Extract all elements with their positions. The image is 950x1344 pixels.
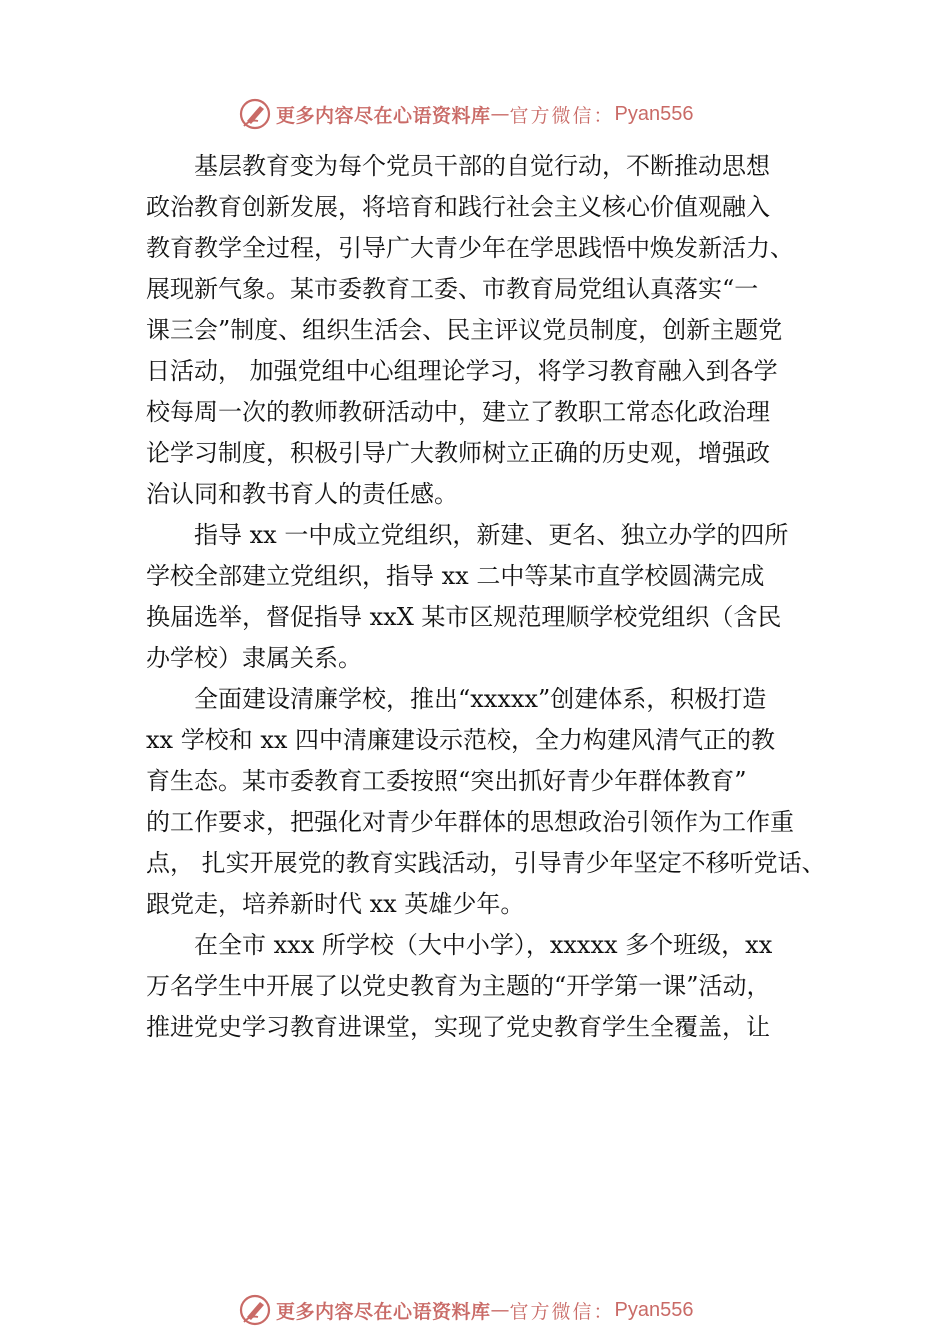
- text-line: 推进党史学习教育进课堂，实现了党史教育学生全覆盖，让: [146, 1013, 770, 1041]
- text-line: 治认同和教书育人的责任感。: [146, 480, 458, 508]
- text-line: 教育教学全过程，引导广大青少年在学思践悟中焕发新活力、: [146, 234, 794, 262]
- header-banner: [0, 94, 950, 134]
- text-line: 万名学生中开展了以党史教育为主题的“开学第一课”活动，: [146, 972, 771, 1000]
- brand-logo-icon: [238, 97, 272, 131]
- document-body: [146, 146, 826, 1048]
- text-line: 日活动， 加强党组中心组理论学习，将学习教育融入到各学: [146, 357, 778, 385]
- banner-separator: —: [490, 1299, 510, 1321]
- text-line: 展现新气象。某市委教育工委、市教育局党组认真落实“一: [146, 275, 759, 303]
- brand-logo-icon: [238, 1293, 272, 1327]
- banner-main-text: 更多内容尽在心语资料库: [276, 104, 491, 127]
- text-line: 论学习制度，积极引导广大教师树立正确的历史观，增强政: [146, 439, 770, 467]
- text-line: 政治教育创新发展，将培育和践行社会主义核心价值观融入: [146, 193, 770, 221]
- text-line: xx 学校和 xx 四中清廉建设示范校，全力构建风清气正的教: [146, 726, 776, 754]
- text-line: 基层教育变为每个党员干部的自觉行动，不断推动思想: [146, 152, 770, 180]
- text-line: 课三会”制度、组织生活会、民主评议党员制度，创新主题党: [146, 316, 783, 344]
- banner-wechat-id: Pyan556: [614, 1298, 694, 1321]
- banner-wechat-id: Pyan556: [614, 102, 694, 125]
- text-line: 校每周一次的教师教研活动中，建立了教职工常态化政治理: [146, 398, 770, 426]
- text-line: 指导 xx 一中成立党组织，新建、更名、独立办学的四所: [146, 521, 789, 549]
- banner-separator: —: [490, 103, 510, 125]
- banner-main-text: 更多内容尽在心语资料库: [276, 1300, 491, 1323]
- text-line: 学校全部建立党组织，指导 xx 二中等某市直学校圆满完成: [146, 562, 765, 590]
- text-line: 点， 扎实开展党的教育实践活动，引导青少年坚定不移听党话、: [146, 849, 826, 877]
- banner-sub-text: 官方微信：: [509, 1300, 615, 1323]
- text-line: 的工作要求，把强化对青少年群体的思想政治引领作为工作重: [146, 808, 794, 836]
- text-line: 换届选举，督促指导 xxX 某市区规范理顺学校党组织（含民: [146, 603, 782, 631]
- text-line: 育生态。某市委教育工委按照“突出抓好青少年群体教育”: [146, 767, 747, 795]
- banner-sub-text: 官方微信：: [509, 104, 615, 127]
- text-line: 在全市 xxx 所学校（大中小学），xxxxx 多个班级，xx: [146, 931, 773, 959]
- footer-banner: [0, 1290, 950, 1330]
- text-line: 办学校）隶属关系。: [146, 644, 362, 672]
- text-line: 跟党走，培养新时代 xx 英雄少年。: [146, 890, 525, 918]
- text-line: 全面建设清廉学校，推出“xxxxx”创建体系，积极打造: [146, 685, 767, 713]
